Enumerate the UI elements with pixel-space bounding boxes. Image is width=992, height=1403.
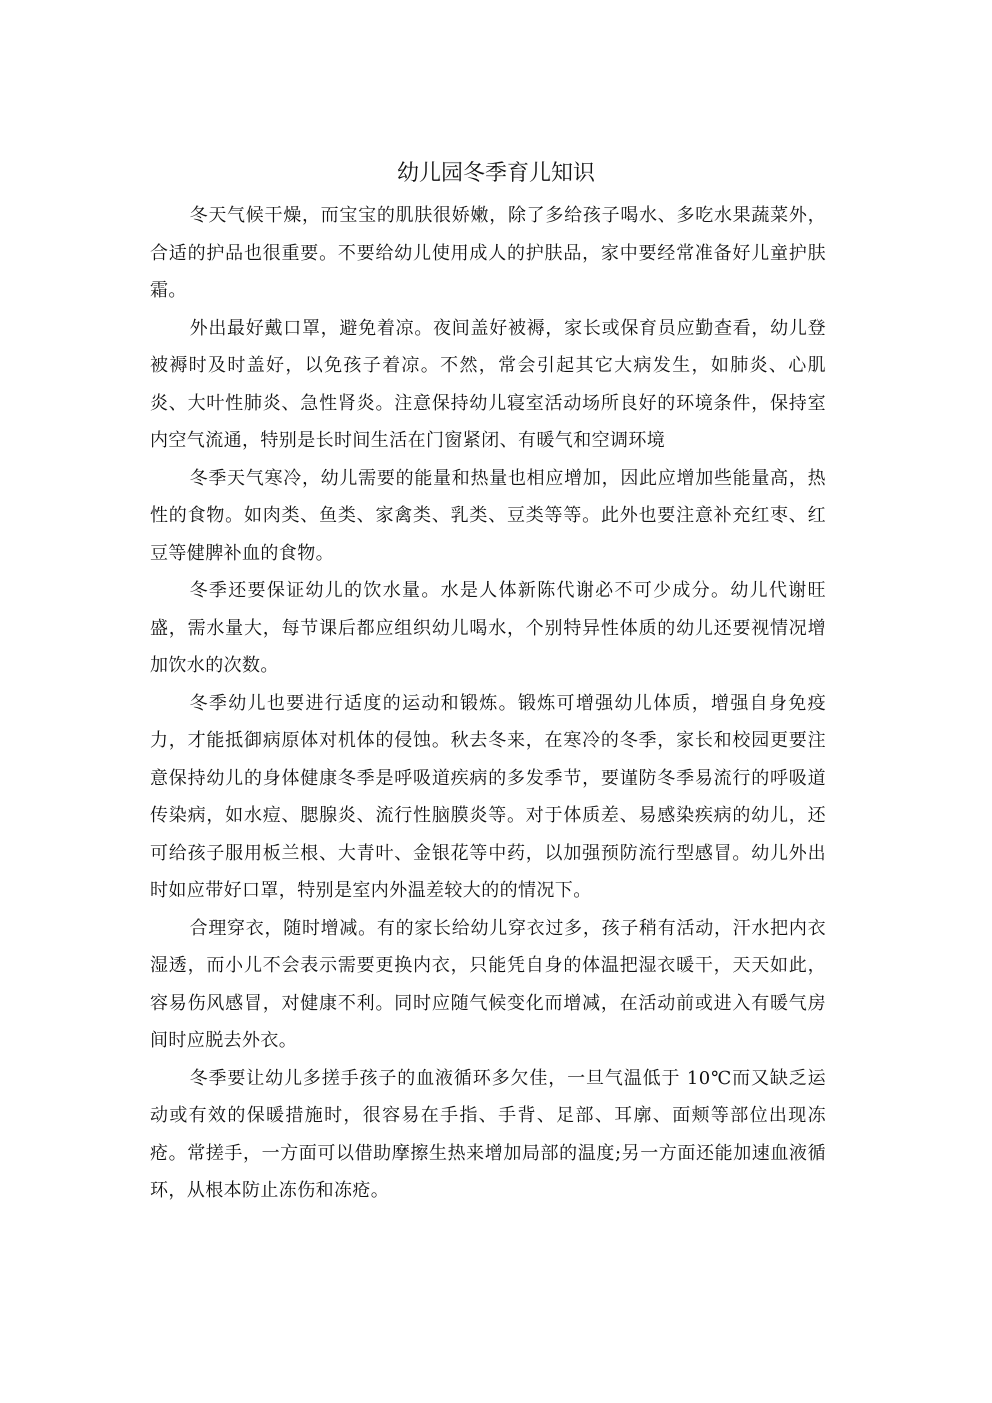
- document-body: [150, 197, 826, 1210]
- paragraph: 冬季还要保证幼儿的饮水量。水是人体新陈代谢必不可少成分。幼儿代谢旺盛，需水量大，每节课后都应组织幼儿喝水，个别特异性体质的幼儿还要视情况增加饮水的次数。: [150, 580, 826, 676]
- paragraph: 冬天气候干燥，而宝宝的肌肤很娇嫩，除了多给孩子喝水、多吃水果蔬菜外，合适的护品也很重要。不要给幼儿使用成人的护肤品，家中要经常准备好儿童护肤霜。: [150, 205, 826, 301]
- paragraph: 冬季天气寒冷，幼儿需要的能量和热量也相应增加，因此应增加些能量高，热性的食物。如肉类、鱼类、家禽类、乳类、豆类等等。此外也要注意补充红枣、红豆等健脾补血的食物。: [150, 467, 826, 564]
- paragraph: 外出最好戴口罩，避免着凉。夜间盖好被褥，家长或保育员应勤查看，幼儿登被褥时及时盖好，以免孩子着凉。不然，常会引起其它大病发生，如肺炎、心肌炎、大叶性肺炎、急性肾炎。注意保持幼儿寝室活动场所良好的环境条件，保持室内空气流通，特别是长时间生活在门窗紧闭、有暖气和空调环境: [150, 317, 826, 451]
- paragraph: 冬季幼儿也要进行适度的运动和锻炼。锻炼可增强幼儿体质，增强自身免疫力，才能抵御病原体对机体的侵蚀。秋去冬来，在寒冷的冬季，家长和校园更要注意保持幼儿的身体健康冬季是呼吸道疾病的多发季节，要谨防冬季易流行的呼吸道传染病，如水痘、腮腺炎、流行性脑膜炎等。对于体质差、易感染疾病的幼儿，还可给孩子服用板兰根、大青叶、金银花等中药，以加强预防流行型感冒。幼儿外出时如应带好口罩，特别是室内外温差较大的的情况下。: [150, 692, 826, 901]
- document-title: 幼儿园冬季育儿知识: [396, 161, 595, 186]
- paragraph: 冬季要让幼儿多搓手孩子的血液循环多欠佳，一旦气温低于 10℃而又缺乏运动或有效的保暖措施时，很容易在手指、手背、足部、耳廓、面颊等部位出现冻疮。常搓手，一方面可以借助摩擦生热来增加局部的温度;另一方面还能加速血液循环，从根本防止冻伤和冻疮。: [150, 1067, 826, 1201]
- paragraph: 合理穿衣，随时增减。有的家长给幼儿穿衣过多，孩子稍有活动，汗水把内衣湿透，而小儿不会表示需要更换内衣，只能凭自身的体温把湿衣暖干，天天如此，容易伤风感冒，对健康不利。同时应随气候变化而增减，在活动前或进入有暖气房间时应脱去外衣。: [150, 917, 826, 1051]
